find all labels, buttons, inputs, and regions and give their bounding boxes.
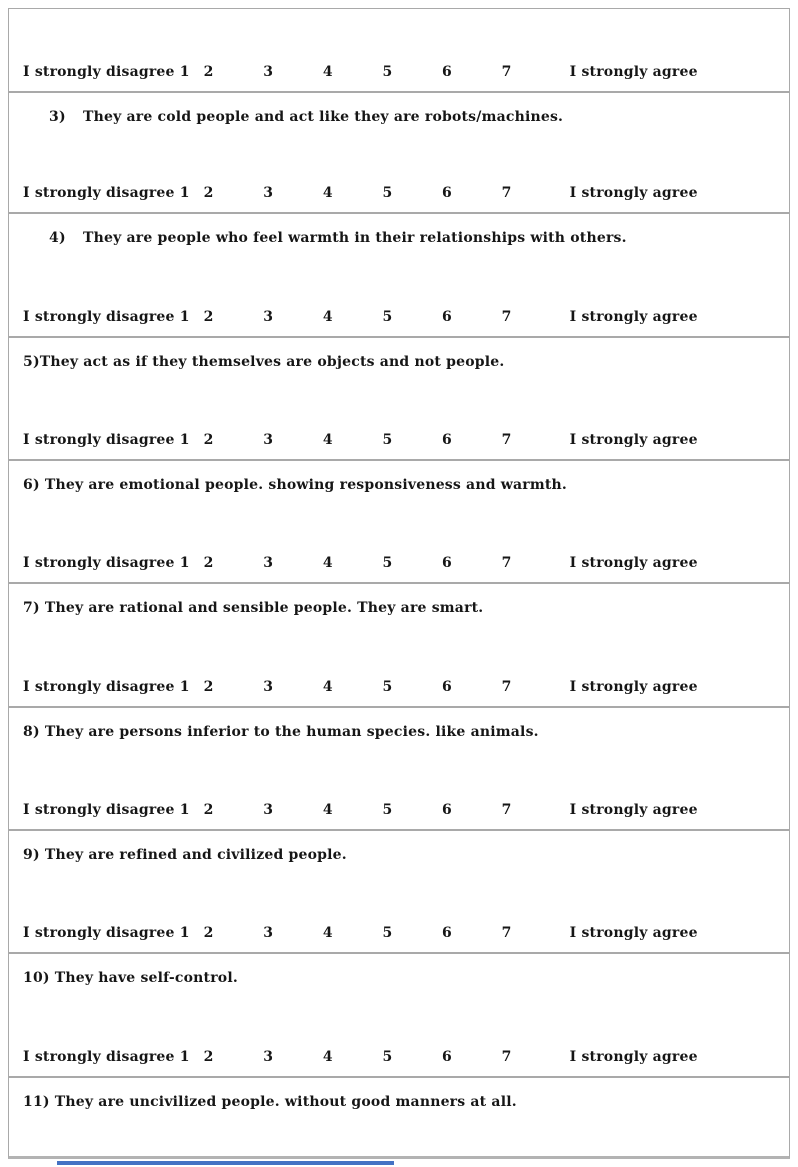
scale-option-3[interactable]: 3: [263, 679, 274, 695]
scale-option-3[interactable]: 3: [263, 555, 274, 571]
statement-text: 7) They are rational and sensible people. They are smart.: [23, 600, 484, 616]
rating-scale-row: [9, 1049, 789, 1065]
scale-option-6[interactable]: 6: [442, 64, 452, 80]
scale-options: [204, 925, 512, 941]
scale-options: [204, 802, 512, 818]
scale-option-4[interactable]: 4: [322, 555, 333, 571]
rating-scale-row: [9, 309, 789, 325]
scale-option-2[interactable]: 2: [203, 64, 214, 80]
scale-options: [204, 1049, 512, 1065]
scale-options: [204, 432, 512, 448]
scale-option-7[interactable]: 7: [501, 309, 512, 325]
statement-number: 3): [49, 109, 66, 125]
scale-option-7[interactable]: 7: [501, 802, 512, 818]
rating-scale-row: [9, 679, 789, 695]
scale-option-2[interactable]: 2: [203, 802, 214, 818]
scale-option-3[interactable]: 3: [263, 185, 274, 201]
scale-option-5[interactable]: 5: [382, 185, 393, 201]
scale-option-3[interactable]: 3: [263, 64, 274, 80]
questionnaire-row: [9, 336, 789, 459]
scale-left-label: I strongly disagree 1: [23, 1049, 190, 1065]
rating-scale-row: [9, 64, 789, 80]
scale-option-5[interactable]: 5: [382, 1049, 393, 1065]
scale-option-2[interactable]: 2: [203, 925, 214, 941]
statement-text: 5)They act as if they themselves are objects and not people.: [23, 354, 505, 370]
scale-right-label: I strongly agree: [569, 679, 698, 695]
scale-options: [204, 185, 512, 201]
scale-left-label: I strongly disagree 1: [23, 555, 190, 571]
questionnaire-row: [9, 952, 789, 1076]
scale-option-3[interactable]: 3: [263, 432, 274, 448]
scale-option-7[interactable]: 7: [501, 1049, 512, 1065]
scale-option-6[interactable]: 6: [442, 185, 452, 201]
questionnaire-row: [9, 1076, 789, 1156]
scale-right-label: I strongly agree: [569, 555, 698, 571]
scale-option-7[interactable]: 7: [501, 679, 512, 695]
questionnaire-row: [9, 459, 789, 582]
statement-item-3: [9, 93, 789, 126]
statement-text: They are cold people and act like they are robots/machines.: [83, 109, 564, 125]
scale-option-4[interactable]: 4: [322, 679, 333, 695]
scale-option-6[interactable]: 6: [442, 679, 452, 695]
scale-option-6[interactable]: 6: [442, 309, 452, 325]
scale-left-label: I strongly disagree 1: [23, 185, 190, 201]
scale-option-2[interactable]: 2: [203, 555, 214, 571]
page-bottom-accent-bar: [57, 1161, 394, 1165]
statement-item-10: [9, 954, 789, 987]
questionnaire-row: [9, 582, 789, 706]
scale-option-7[interactable]: 7: [501, 64, 512, 80]
scale-option-4[interactable]: 4: [322, 309, 333, 325]
rating-scale-row: [9, 432, 789, 448]
scale-option-6[interactable]: 6: [442, 555, 452, 571]
questionnaire-row: [9, 829, 789, 952]
rating-scale-row: [9, 555, 789, 571]
rating-scale-row: [9, 802, 789, 818]
scale-options: [204, 679, 512, 695]
scale-option-2[interactable]: 2: [203, 432, 214, 448]
scale-left-label: I strongly disagree 1: [23, 925, 190, 941]
statement-item-11: [9, 1078, 789, 1111]
scale-option-7[interactable]: 7: [501, 555, 512, 571]
scale-option-7[interactable]: 7: [501, 185, 512, 201]
scale-left-label: I strongly disagree 1: [23, 432, 190, 448]
scale-left-label: I strongly disagree 1: [23, 64, 190, 80]
scale-option-3[interactable]: 3: [263, 802, 274, 818]
scale-options: [204, 555, 512, 571]
statement-item-5: [9, 338, 789, 371]
rating-scale-row: [9, 185, 789, 201]
scale-option-6[interactable]: 6: [442, 802, 452, 818]
statement-text: They are people who feel warmth in their relationships with others.: [83, 230, 627, 246]
scale-option-2[interactable]: 2: [203, 679, 214, 695]
scale-option-4[interactable]: 4: [322, 185, 333, 201]
scale-option-3[interactable]: 3: [263, 1049, 274, 1065]
scale-option-4[interactable]: 4: [322, 802, 333, 818]
scale-right-label: I strongly agree: [569, 925, 698, 941]
scale-option-3[interactable]: 3: [263, 925, 274, 941]
scale-options: [204, 309, 512, 325]
scale-option-6[interactable]: 6: [442, 432, 452, 448]
scale-right-label: I strongly agree: [569, 802, 698, 818]
statement-item-6: [9, 461, 789, 494]
questionnaire-table: [8, 8, 790, 1159]
scale-right-label: I strongly agree: [569, 309, 698, 325]
scale-option-6[interactable]: 6: [442, 1049, 452, 1065]
scale-option-5[interactable]: 5: [382, 64, 393, 80]
scale-option-5[interactable]: 5: [382, 679, 393, 695]
scale-option-5[interactable]: 5: [382, 432, 393, 448]
scale-right-label: I strongly agree: [569, 432, 698, 448]
scale-option-4[interactable]: 4: [322, 925, 333, 941]
scale-option-5[interactable]: 5: [382, 925, 393, 941]
questionnaire-row: [9, 9, 789, 91]
statement-item-7: [9, 584, 789, 617]
questionnaire-row: [9, 212, 789, 336]
questionnaire-row: [9, 706, 789, 829]
statement-item-4: [9, 214, 789, 247]
scale-option-4[interactable]: 4: [322, 1049, 333, 1065]
scale-right-label: I strongly agree: [569, 64, 698, 80]
questionnaire-row: [9, 91, 789, 212]
scale-option-5[interactable]: 5: [382, 309, 393, 325]
scale-option-5[interactable]: 5: [382, 555, 393, 571]
scale-option-5[interactable]: 5: [382, 802, 393, 818]
scale-option-6[interactable]: 6: [442, 925, 452, 941]
scale-option-2[interactable]: 2: [203, 309, 214, 325]
scale-option-7[interactable]: 7: [501, 925, 512, 941]
statement-number: 4): [49, 230, 66, 246]
scale-left-label: I strongly disagree 1: [23, 679, 190, 695]
statement-text: 9) They are refined and civilized people.: [23, 847, 347, 863]
scale-left-label: I strongly disagree 1: [23, 802, 190, 818]
statement-text: 11) They are uncivilized people. without good manners at all.: [23, 1094, 517, 1110]
statement-text: 6) They are emotional people. showing responsiveness and warmth.: [23, 477, 567, 493]
statement-text: 10) They have self-control.: [23, 970, 238, 986]
scale-option-2[interactable]: 2: [203, 1049, 214, 1065]
scale-option-4[interactable]: 4: [322, 64, 333, 80]
scale-right-label: I strongly agree: [569, 1049, 698, 1065]
scale-options: [204, 64, 512, 80]
scale-option-2[interactable]: 2: [203, 185, 214, 201]
statement-item-9: [9, 831, 789, 864]
scale-option-7[interactable]: 7: [501, 432, 512, 448]
scale-option-4[interactable]: 4: [322, 432, 333, 448]
scale-option-3[interactable]: 3: [263, 309, 274, 325]
statement-text: 8) They are persons inferior to the human species. like animals.: [23, 724, 539, 740]
rating-scale-row: [9, 925, 789, 941]
statement-item-8: [9, 708, 789, 741]
scale-left-label: I strongly disagree 1: [23, 309, 190, 325]
scale-right-label: I strongly agree: [569, 185, 698, 201]
